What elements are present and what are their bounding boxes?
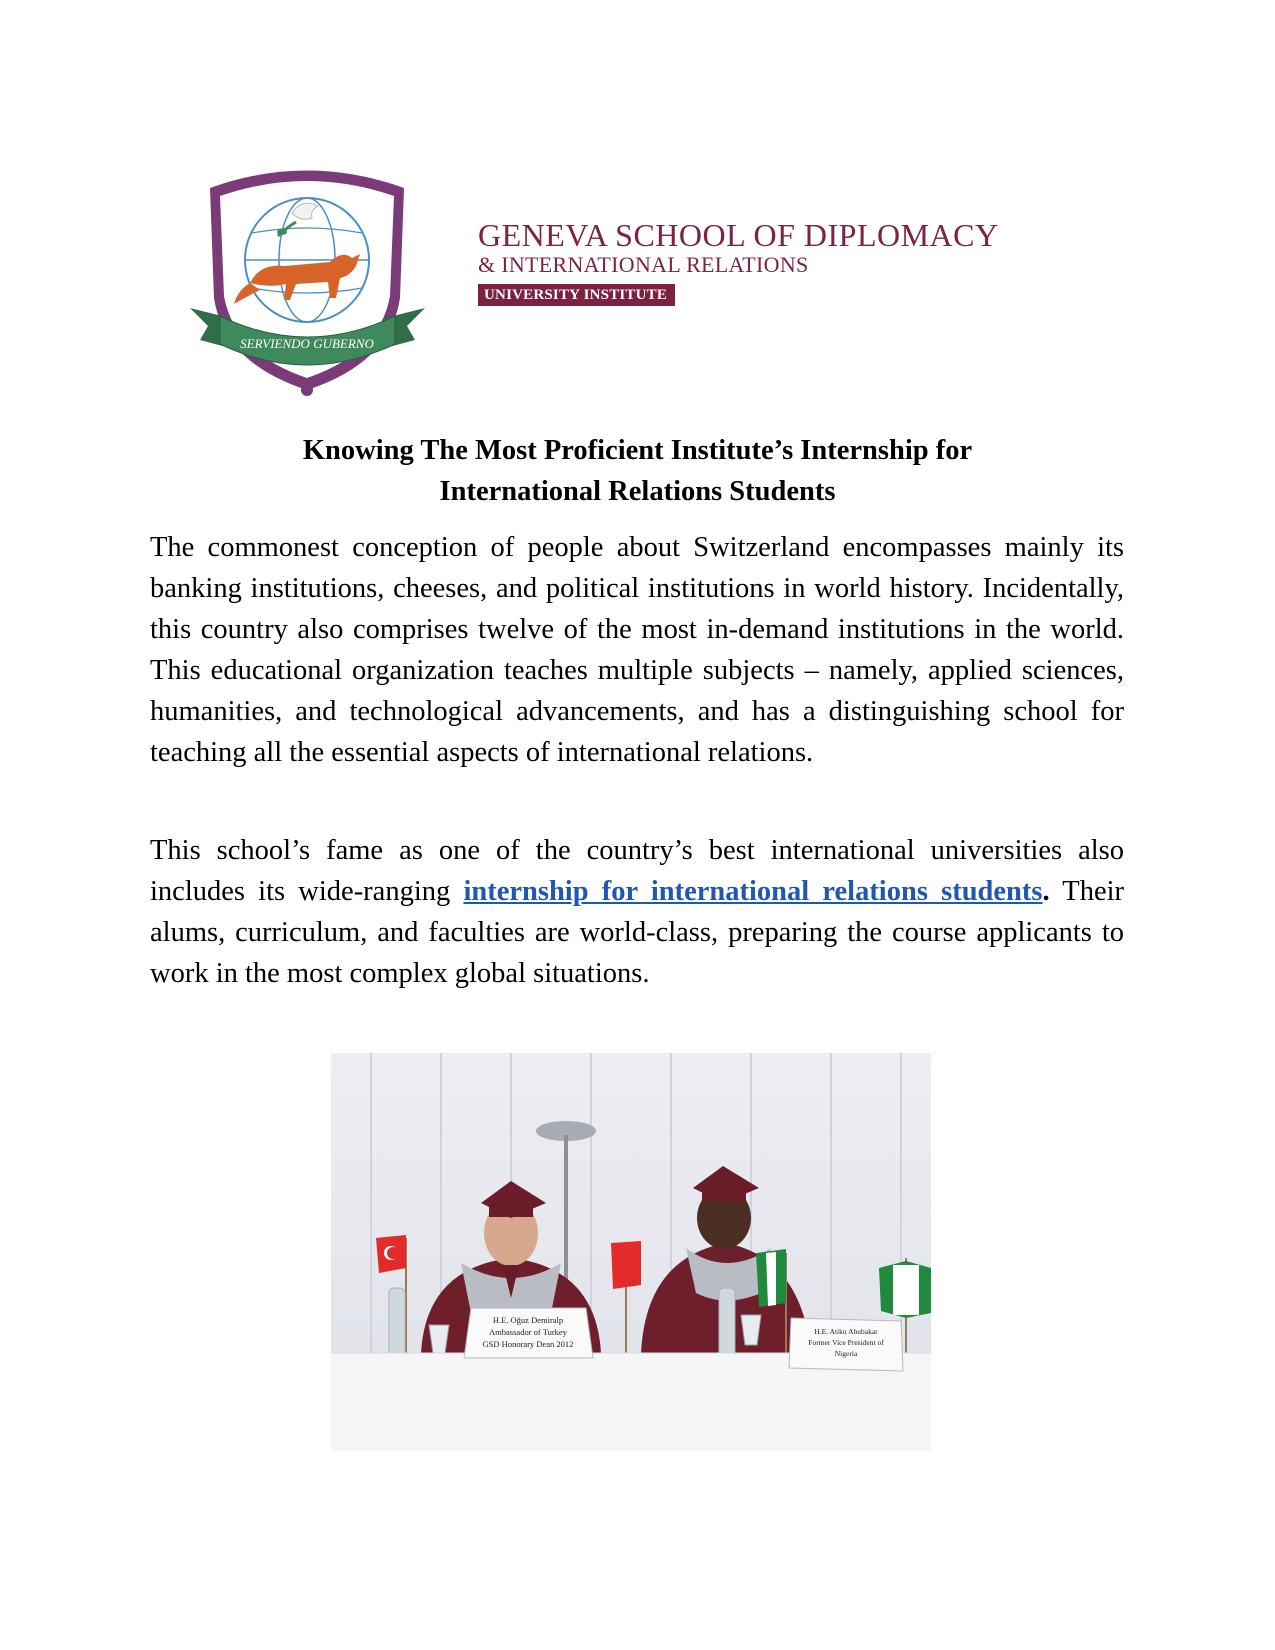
university-institute-badge: UNIVERSITY INSTITUTE	[478, 284, 675, 306]
school-crest-logo	[190, 158, 425, 408]
paragraph-1: The commonest conception of people about Switzerland encompasses mainly its banking institutions, cheeses, and political institutions in world history. Incidentally, this country also comprises twelve of the most in-demand institutions in the world. This educational organization teaches multiple subjects – namely, applied sciences, humanities, and technological advancements, and has a distinguishing school for teaching all the essential aspects of international relations.	[150, 532, 1124, 768]
placard-left-line1: H.E. Oğuz Demiralp	[492, 1315, 564, 1325]
article-title-line2: International Relations Students	[439, 476, 836, 507]
placard-right-line1: H.E. Atiku Abubakar	[814, 1327, 878, 1336]
crest-motto: SERVIENDO GUBERNO	[240, 336, 374, 351]
ceremony-photo	[331, 1053, 931, 1451]
paragraph-2-text-before: This school’s fame as one of the country’s best international universities also includes its wide-ranging	[150, 835, 1124, 907]
article-title	[150, 430, 1125, 512]
internship-link[interactable]: internship for international relations students	[463, 876, 1043, 907]
placard-left-line3: GSD Honorary Dean 2012	[482, 1339, 574, 1349]
placard-right-line2: Former Vice President of	[808, 1338, 884, 1347]
school-name-line1: GENEVA SCHOOL OF DIPLOMACY	[478, 217, 999, 253]
school-name-line2: & INTERNATIONAL RELATIONS	[478, 252, 809, 277]
paragraph-2-period: .	[1042, 876, 1050, 907]
article-title-line1: Knowing The Most Proficient Institute’s Internship for	[302, 435, 973, 466]
paragraph-2-text-after: Their alums, curriculum, and faculties are world-class, preparing the course applicants to work in the most complex global situations.	[150, 876, 1125, 989]
school-name-logo	[478, 218, 1018, 306]
paragraph-2	[150, 830, 1124, 994]
placard-left-line2: Ambassador of Turkey	[489, 1327, 567, 1337]
placard-right-line3: Nigeria	[834, 1349, 858, 1358]
